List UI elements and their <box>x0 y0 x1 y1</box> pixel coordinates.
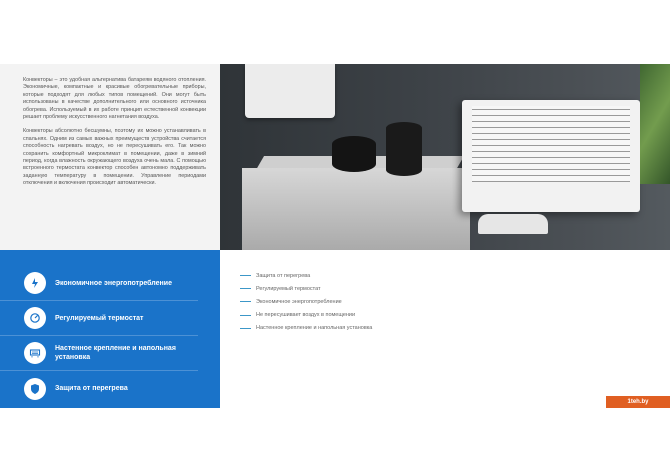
wall-heater-image <box>245 64 335 118</box>
list-item <box>240 282 372 295</box>
intro-paragraph-1: Конвекторы – это удобная альтернатива батареям водяного отопления. Экономичные, компактные и красивые обогревательные приборы, которые подходят для любых типов помещений. Они могут быть использованы в качестве дополнительного или основного источника обогрева. Используемый в их работе принцип естественной конвекции решает проблему искусственного нагнетания воздуха. <box>23 77 206 121</box>
convector-heater-image <box>462 100 640 212</box>
list-item-label: Защита от перегрева <box>256 272 311 279</box>
feature-label: Экономичное энергопотребление <box>55 279 172 287</box>
energy-saving-icon <box>24 272 46 294</box>
intro-text-panel <box>0 64 220 250</box>
list-item <box>240 322 372 335</box>
shield-icon <box>24 378 46 400</box>
heater-grill <box>472 106 630 182</box>
list-item <box>240 309 372 322</box>
feature-item-overheat <box>0 371 198 406</box>
feature-item-energy <box>0 266 198 301</box>
plant-image <box>640 64 670 184</box>
intro-paragraph-2: Конвекторы абсолютно бесшумны, поэтому их можно устанавливать в спальнях. Одним из самых важных преимуществ устройства считается способность нагревать воздух, но не пересушивать его. Так можно сохранить комфортный микроклимат в помещении, даже в зимний период, когда влажность окружающего воздуха очень мала. С помощью встроенного термостата конвектор способен автономно поддерживать заданную температуру в помещении. Управление периодами отключения и включения происходит автоматически. <box>23 128 206 187</box>
list-item <box>240 295 372 308</box>
product-photo <box>220 64 670 250</box>
decor-cup-image <box>332 136 376 172</box>
dash-marker <box>240 315 251 316</box>
wall-mount-icon <box>24 342 46 364</box>
thermostat-icon <box>24 307 46 329</box>
dash-marker <box>240 275 251 276</box>
feature-item-mounting <box>0 336 198 371</box>
feature-label: Регулируемый термостат <box>55 314 144 322</box>
list-item-label: Регулируемый термостат <box>256 285 321 292</box>
dash-marker <box>240 288 251 289</box>
features-panel <box>0 250 220 408</box>
list-item-label: Настенное крепление и напольная установка <box>256 325 373 332</box>
watermark-badge: 1teh.by <box>606 396 670 408</box>
list-item-label: Экономичное энергопотребление <box>256 298 342 305</box>
dash-marker <box>240 301 251 302</box>
benefits-list <box>240 269 372 335</box>
list-item <box>240 269 372 282</box>
list-item-label: Не пересушивает воздух в помещении <box>256 312 356 319</box>
decor-cup-image <box>386 122 422 176</box>
dash-marker <box>240 328 251 329</box>
feature-label: Защита от перегрева <box>55 385 128 392</box>
heater-foot-image <box>478 214 548 234</box>
feature-item-thermostat <box>0 301 198 336</box>
feature-label: Настенное крепление и напольная установка <box>55 345 176 361</box>
stand-image <box>242 168 470 250</box>
